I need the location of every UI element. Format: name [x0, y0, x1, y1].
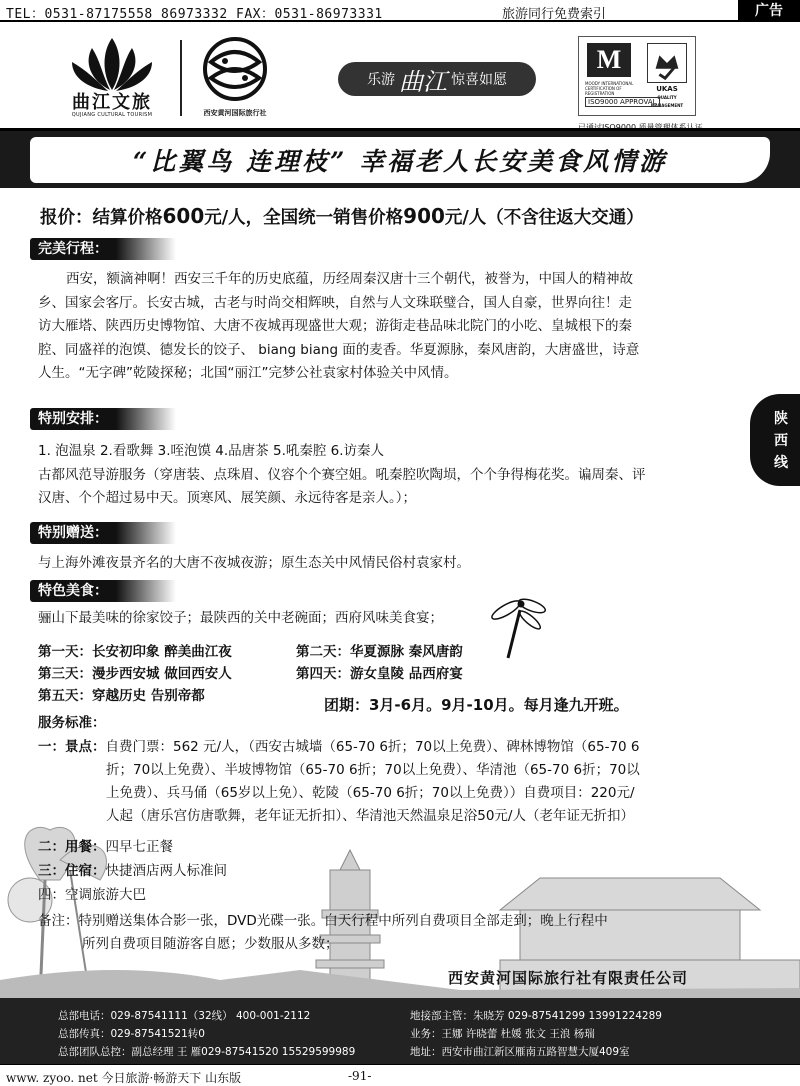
day-1: 第一天：长安初印象 醉美曲江夜 — [38, 644, 232, 660]
bottom-bar — [0, 1064, 800, 1086]
service-stay: 三：住宿：快捷酒店两人标准间 — [38, 863, 227, 879]
footer-address: 地址：西安市曲江新区雁南五路智慧大厦409室 — [410, 1046, 630, 1058]
contact-text: TEL：0531-87175558 86973332 FAX：0531-86973331 — [6, 7, 383, 22]
dragonfly-icon — [484, 592, 548, 664]
certification-box — [578, 36, 696, 116]
day-4: 第四天：游女皇陵 品西府宴 — [296, 666, 463, 682]
page-title: “比翼鸟 连理枝” 幸福老人长安美食风情游 — [132, 147, 668, 176]
lotus-logo-icon — [62, 34, 162, 94]
free-index-text: 旅游同行免费索引 — [502, 7, 607, 22]
footer-tel: 总部电话：029-87541111（32线） 400-001-2112 — [58, 1010, 311, 1022]
huanghe-name: 西安黄河国际旅行社 — [203, 109, 267, 117]
section-food: 特色美食： — [30, 580, 176, 602]
qujiang-name: 曲江文旅 — [72, 92, 152, 113]
ukas-label: UKAS QUALITY MANAGEMENT — [650, 85, 684, 108]
section-gift: 特别赠送： — [30, 522, 176, 544]
cert-iso: ISO9000 APPROVAL — [585, 97, 660, 107]
special-text: 1. 泡温泉 2.看歌舞 3.咥泡馍 4.品唐茶 5.吼秦腔 6.访秦人 古都风范导游服务（穿唐装、点珠眉、仪容个个赛空姐。吼秦腔吹陶埙，个个争得梅花奖。谝周秦、评 汉唐、个个超过易中天。顶寒风、展笑颜、永远待客是亲人。）； — [38, 443, 646, 506]
region-tab: 陕 西 线 — [750, 394, 800, 486]
moody-logo-icon: M — [587, 43, 631, 77]
retail-price: 900 — [403, 204, 445, 228]
footer-group: 总部团队总控：副总经理 王 雁029-87541520 15529599989 — [58, 1046, 356, 1058]
top-contact-bar — [0, 0, 800, 22]
page-number: -91- — [348, 1069, 372, 1083]
footer-contacts — [0, 998, 800, 1064]
cert-line: MOODY INTERNATIONAL CERTIFICATION OF REGISTRATION — [585, 81, 634, 96]
logo-row — [0, 24, 800, 124]
itinerary-text: 西安，额滴神啊！西安三千年的历史底蕴，历经周秦汉唐十三个朝代，被誉为，中国人的精神故 乡、国家会客厅。长安古城，古老与时尚交相辉映，自然与人文珠联璧合，国人自豪，世界向往！走 访大雁塔、陕西历史博物馆、大唐不夜城再现盛世大观；游街走巷品味北院门的小吃、皇城根下的秦 腔、同盛祥的泡馍、德发长的饺子、 biang biang 面的麦香。华夏源脉，秦风唐韵，大唐盛世，诗意 人生。“无字碑”乾陵探秘；北国“丽江”完梦公社袁家村体验关中风情。 — [38, 271, 640, 381]
day-5: 第五天：穿越历史 告别帝都 — [38, 688, 205, 704]
ad-badge: 广告 — [738, 0, 800, 22]
footer-manager: 地接部主管：朱晓芳 029-87541299 13991224289 — [410, 1010, 662, 1022]
service-meal: 二：用餐：四早七正餐 — [38, 839, 173, 855]
slogan-left: 乐游 — [367, 72, 395, 88]
title-banner — [30, 137, 770, 183]
section-itinerary: 完美行程： — [30, 238, 176, 260]
fish-logo-icon — [195, 36, 275, 102]
price-line: 报价：结算价格600元/人，全国统一销售价格900元/人（不含往返大交通） — [40, 204, 644, 228]
site-text: www. zyoo. net 今日旅游·畅游天下 山东版 — [6, 1071, 242, 1085]
slogan-pill — [338, 62, 536, 96]
settlement-price: 600 — [162, 204, 205, 228]
day-2: 第二天：华夏源脉 秦风唐韵 — [296, 644, 463, 660]
title-band — [0, 128, 800, 188]
slogan-mid: 曲江 — [399, 67, 447, 96]
logo-divider — [180, 40, 182, 116]
gift-text: 与上海外滩夜景齐名的大唐不夜城夜游；原生态关中风情民俗村袁家村。 — [38, 555, 470, 571]
food-text: 骊山下最美味的徐家饺子；最陕西的关中老碗面；西府风味美食宴； — [38, 610, 443, 626]
service-scenic: 一：景点： 自费门票：562 元/人，（西安古城墙（65-70 6折；70以上免费）、碑林博物馆（65-70 6 折；70以上免费）、半坡博物馆（65-70 6折；70以上免费）、华清池（65-70 6折；70以 上免费）、兵马俑（65岁以上免）、乾陵（65-70 6折；70以上免费））自费项目：220元/ 人起（唐乐宫仿唐歌舞，老年证无折扣）、华清池天然温泉足浴50元/人（老年证无折扣） — [38, 739, 640, 824]
company-name: 西安黄河国际旅行社有限责任公司 — [448, 969, 689, 987]
qujiang-en: QUJIANG CULTURAL TOURISM — [71, 112, 153, 118]
service-note: 备注：特别赠送集体合影一张，DVD光碟一张。白天行程中所列自费项目全部走到；晚上行程中 所列自费项目随游客自愿；少数服从多数； — [38, 913, 608, 952]
service-bus: 四：空调旅游大巴 — [38, 887, 146, 903]
footer-fax: 总部传真：029-87541521转0 — [58, 1028, 205, 1040]
section-special: 特别安排： — [30, 408, 176, 430]
departure-dates: 团期：3月-6月。9月-10月。每月逢九开班。 — [324, 696, 629, 714]
day-3: 第三天：漫步西安城 做回西安人 — [38, 666, 232, 682]
footer-staff: 业务：王娜 许晓蕾 杜媛 张文 王浪 杨瑞 — [410, 1028, 595, 1040]
ukas-crown-icon — [647, 43, 687, 83]
slogan-right: 惊喜如愿 — [451, 72, 507, 88]
service-title: 服务标准： — [38, 715, 106, 731]
